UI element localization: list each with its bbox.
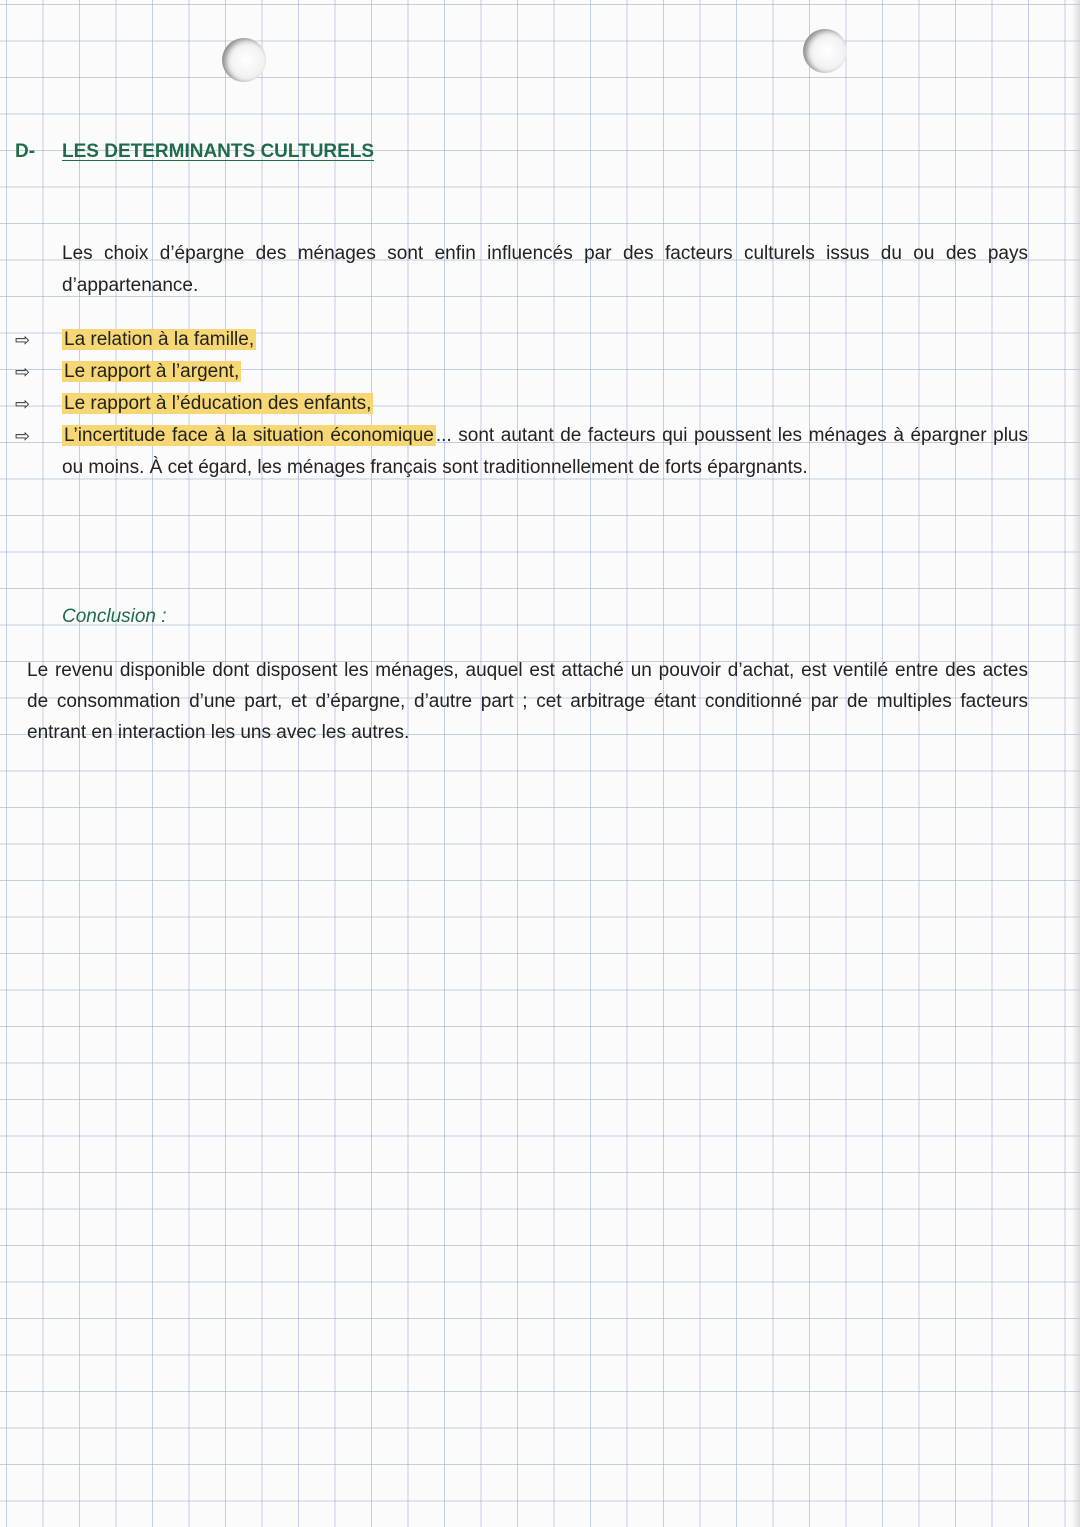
list-item [15, 324, 1028, 356]
arrow-right-icon: ⇨ [15, 394, 31, 414]
highlighted-text: Le rapport à l’argent, [64, 361, 240, 382]
conclusion-label: Conclusion : [62, 606, 167, 627]
section-letter: D- [15, 141, 36, 162]
list-item [15, 388, 1028, 420]
intro-paragraph: Les choix d’épargne des ménages sont enfin influencés par des facteurs culturels issus du ou des pays d’appartenance. [62, 243, 1028, 296]
highlighted-text: La relation à la famille, [64, 329, 255, 350]
arrow-right-icon: ⇨ [15, 330, 31, 350]
factor-list [15, 324, 1028, 484]
list-item-text: ... sont autant de facteurs qui poussent les ménages à épargner plus ou moins. À cet égard, les ménages français sont traditionnellement de forts épargnants. [62, 425, 1028, 478]
list-item [15, 356, 1028, 388]
section-title: LES DETERMINANTS CULTURELS [62, 141, 375, 162]
list-item [15, 420, 1028, 484]
punch-hole-right [803, 29, 847, 73]
arrow-right-icon: ⇨ [15, 362, 31, 382]
section-heading [15, 141, 374, 163]
punch-hole-left [222, 38, 266, 82]
conclusion-paragraph: Le revenu disponible dont disposent les ménages, auquel est attaché un pouvoir d’achat, est ventilé entre des actes de consommation d’une part, et d’épargne, d’autre part ; cet arbitrage étant conditionné par de multiples facteurs entrant en interaction les uns avec les autres. [27, 660, 1028, 743]
highlighted-text: Le rapport à l’éducation des enfants, [64, 393, 372, 414]
page-edge [1072, 0, 1080, 1527]
arrow-right-icon: ⇨ [15, 426, 31, 446]
highlighted-text: L’incertitude face à la situation économique [64, 425, 434, 446]
